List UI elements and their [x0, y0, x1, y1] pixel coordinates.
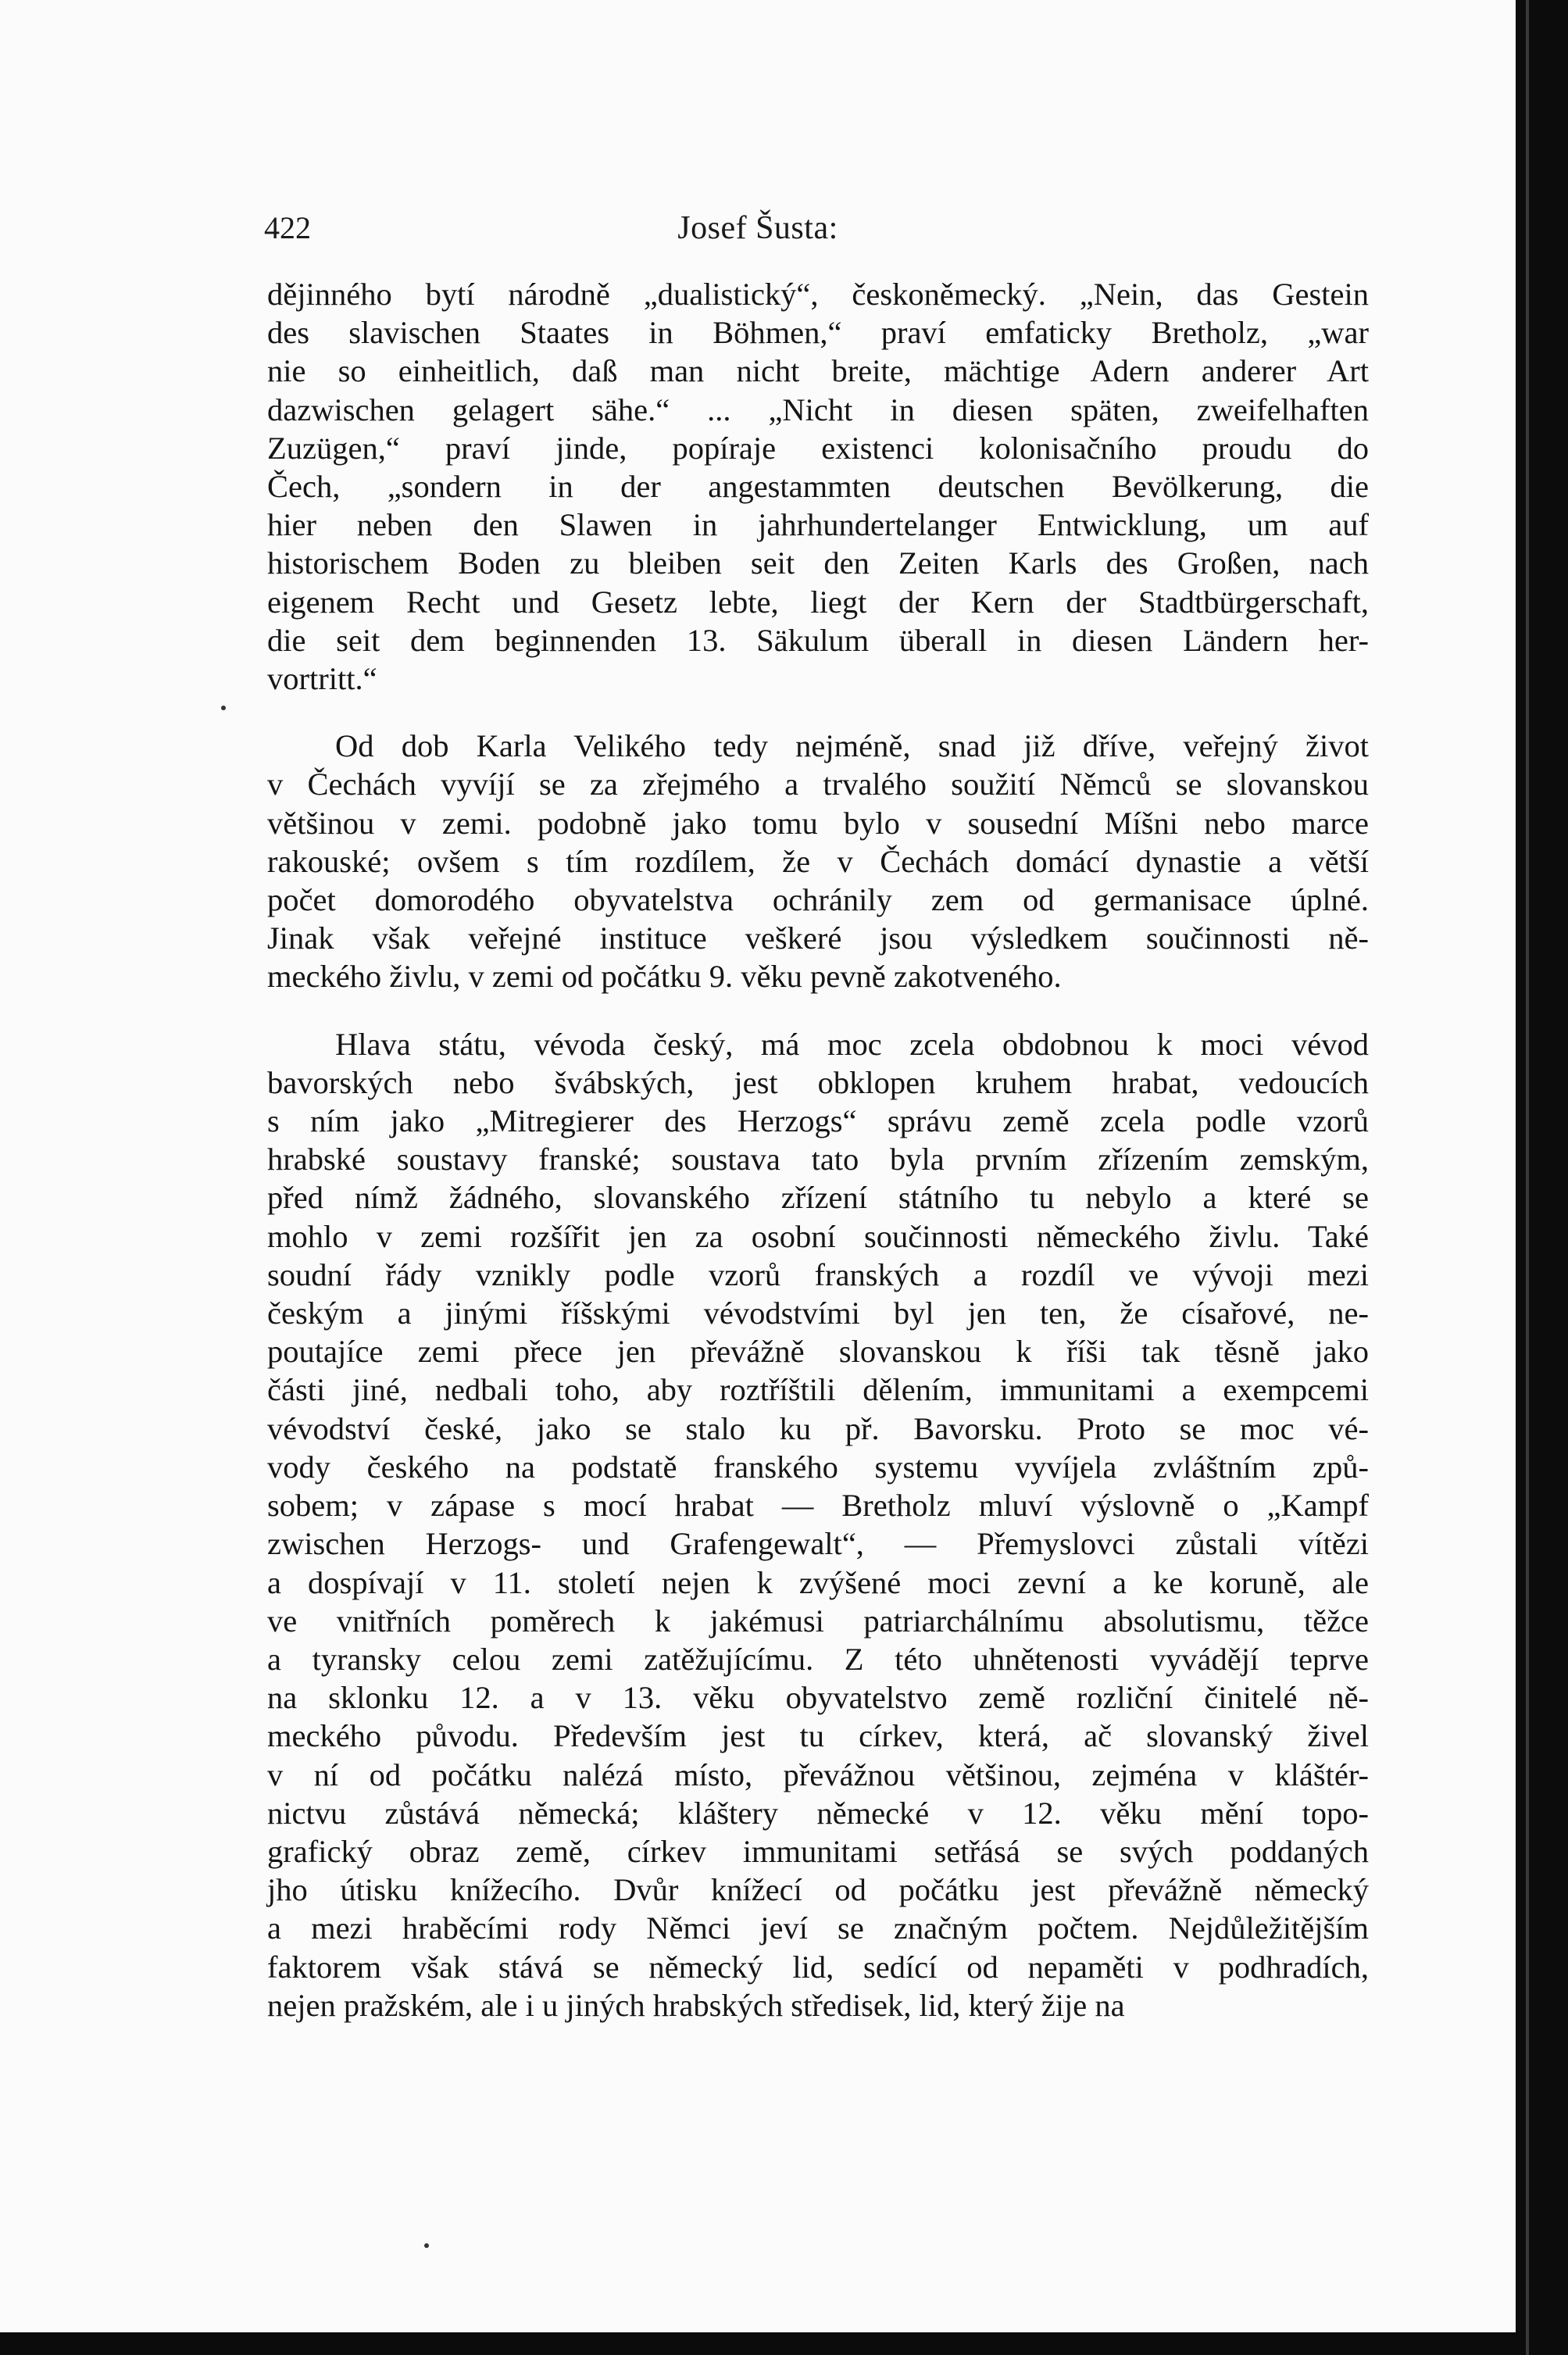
text-line: soudní řády vznikly podle vzorů franských a rozdíl ve vývoji mezi [267, 1256, 1369, 1292]
text-line: meckého původu. Především jest tu církev, která, ač slovanský živel [267, 1718, 1369, 1754]
text-line: Čech, „sondern in der angestammten deutschen Bevölkerung, die [267, 469, 1369, 505]
scan-bottom-border [0, 2332, 1516, 2355]
page-header [0, 209, 1516, 256]
text-line: většinou v zemi. podobně jako tomu bylo v sousední Míšni nebo marce [267, 805, 1369, 841]
text-line: poutajíce zemi přece jen převážně slovanskou k říši tak těsně jako [267, 1334, 1369, 1370]
text-line: mohlo v zemi rozšířit jen za osobní součinnosti německého živlu. Také [267, 1218, 1369, 1254]
text-line: jho útisku knížecího. Dvůr knížecí od počátku jest převážně německý [267, 1872, 1369, 1908]
text-line: hier neben den Slawen in jahrhundertelanger Entwicklung, um auf [267, 507, 1369, 543]
text-line: eigenem Recht und Gesetz lebte, liegt der Kern der Stadtbürgerschaft, [267, 584, 1369, 620]
text-line: Hlava státu, vévoda český, má moc zcela obdobnou k moci vévod [335, 1026, 1369, 1062]
text-line: dazwischen gelagert sähe.“ ... „Nicht in diesen späten, zweifelhaften [267, 391, 1369, 427]
text-line: Jinak však veřejné instituce veškeré jsou výsledkem součinnosti ně- [267, 920, 1369, 956]
text-line: vévodství české, jako se stalo ku př. Bavorsku. Proto se moc vé- [267, 1410, 1369, 1446]
text-line: vortritt.“ [267, 661, 377, 697]
text-line: v ní od počátku nalézá místo, převážnou většinou, zejména v kláštér- [267, 1756, 1369, 1792]
text-line: historischem Boden zu bleiben seit den Zeiten Karls des Großen, nach [267, 545, 1369, 581]
text-line: grafický obraz země, církev immunitami setřásá se svých poddaných [267, 1833, 1369, 1869]
body-text [267, 275, 1369, 2024]
text-line: nictvu zůstává německá; kláštery německé v 12. věku mění topo- [267, 1795, 1369, 1831]
stray-mark [424, 2243, 429, 2248]
text-line: sobem; v zápase s mocí hrabat — Bretholz mluví výslovně o „Kampf [267, 1488, 1369, 1524]
text-line: Od dob Karla Velikého tedy nejméně, snad již dříve, veřejný život [335, 728, 1369, 764]
text-line: části jiné, nedbali toho, aby roztříštili dělením, immunitami a exempcemi [267, 1372, 1369, 1408]
text-line: před nímž žádného, slovanského zřízení státního tu nebylo a které se [267, 1180, 1369, 1216]
paragraph-3 [267, 1025, 1369, 2024]
text-line: nejen pražském, ale i u jiných hrabských středisek, lid, který žije na [267, 1987, 1125, 2023]
text-line: s ním jako „Mitregierer des Herzogs“ správu země zcela podle vzorů [267, 1103, 1369, 1139]
text-line: českým a jinými říšskými vévodstvími byl jen ten, že císařové, ne- [267, 1295, 1369, 1331]
paragraph-1 [267, 275, 1369, 698]
text-line: Zuzügen,“ praví jinde, popíraje existenci kolonisačního proudu do [267, 430, 1369, 466]
text-line: meckého živlu, v zemi od počátku 9. věku pevně zakotveného. [267, 959, 1062, 995]
text-line: ve vnitřních poměrech k jakémusi patriarchálnímu absolutismu, těžce [267, 1603, 1369, 1638]
text-line: dějinného bytí národně „dualistický“, českoněmecký. „Nein, das Gestein [267, 277, 1369, 312]
text-line: počet domorodého obyvatelstva ochránily zem od germanisace úplné. [267, 882, 1369, 918]
text-line: a dospívají v 11. století nejen k zvýšené moci zevní a ke koruně, ale [267, 1564, 1369, 1600]
text-line: na sklonku 12. a v 13. věku obyvatelstvo země rozliční činitelé ně- [267, 1680, 1369, 1716]
running-head: Josef Šusta: [677, 210, 838, 246]
text-line: nie so einheitlich, daß man nicht breite, mächtige Adern anderer Art [267, 353, 1369, 389]
scan-right-border-line [1526, 0, 1529, 2355]
paragraph-2 [267, 727, 1369, 995]
text-line: zwischen Herzogs- und Grafengewalt“, — Přemyslovci zůstali vítězi [267, 1526, 1369, 1562]
text-line: v Čechách vyvíjí se za zřejmého a trvalého soužití Němců se slovanskou [267, 767, 1369, 802]
text-line: bavorských nebo švábských, jest obklopen kruhem hrabat, vedoucích [267, 1064, 1369, 1100]
text-line: rakouské; ovšem s tím rozdílem, že v Čechách domácí dynastie a větší [267, 843, 1369, 879]
scan-right-border [1516, 0, 1568, 2355]
page-number: 422 [264, 210, 311, 245]
text-line: die seit dem beginnenden 13. Säkulum überall in diesen Ländern her- [267, 622, 1369, 658]
text-line: a mezi hraběcími rody Němci jeví se značným počtem. Nejdůležitějším [267, 1910, 1369, 1946]
text-line: des slavischen Staates in Böhmen,“ praví emfaticky Bretholz, „war [267, 315, 1369, 351]
stray-mark [221, 706, 226, 710]
text-line: a tyransky celou zemi zatěžujícímu. Z této uhnětenosti vyvádějí teprve [267, 1641, 1369, 1677]
text-line: vody českého na podstatě franského systemu vyvíjela zvláštním způ- [267, 1449, 1369, 1485]
text-line: hrabské soustavy franské; soustava tato byla prvním zřízením zemským, [267, 1142, 1369, 1178]
text-line: faktorem však stává se německý lid, sedící od nepaměti v podhradích, [267, 1949, 1369, 1985]
